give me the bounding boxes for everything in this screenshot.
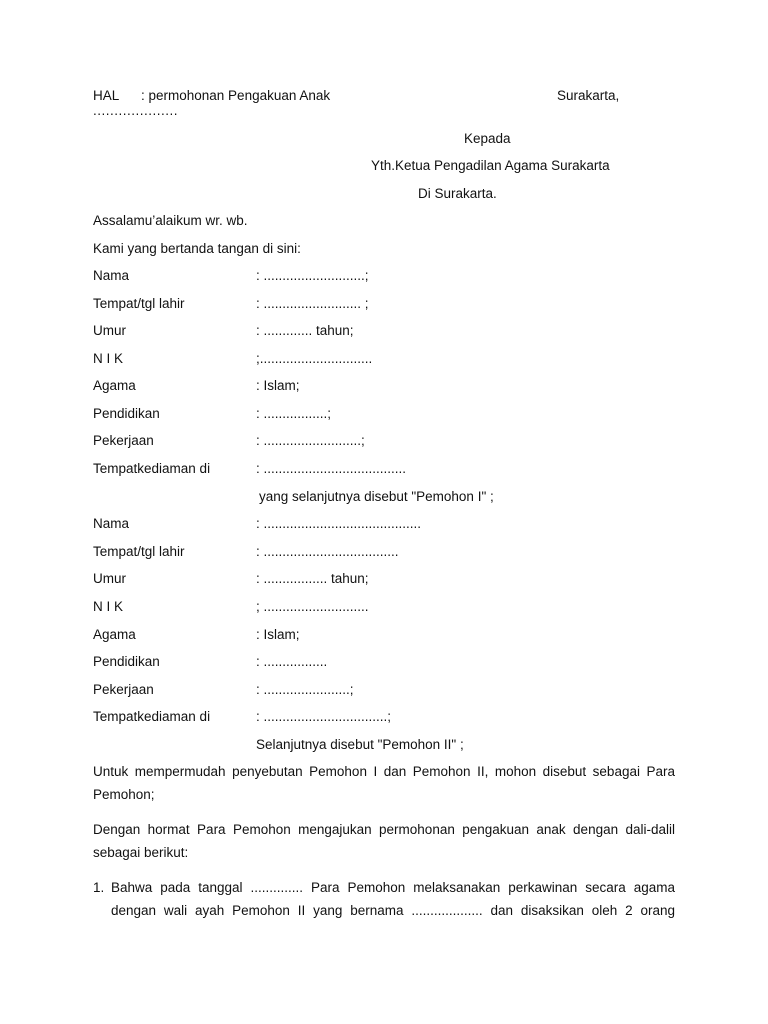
field-value: : Islam; [256,627,300,642]
field-value: : ..........................; [256,433,365,448]
field-value: : .................................; [256,709,392,724]
field-value: ;.............................. [256,351,373,366]
list-text: Bahwa pada tanggal .............. Para Pemohon melaksanakan perkawinan secara agama dengan wali ayah Pemohon II yang bernama ................... dan disaksikan oleh 2 orang [111,880,675,918]
field-label: Pendidikan [93,654,160,669]
date-dots: .................... [93,103,179,118]
paragraph-para-pemohon: Untuk mempermudah penyebutan Pemohon I dan Pemohon II, mohon disebut sebagai Para Pemohon; [93,764,675,802]
field-label: Tempatkediaman di [93,709,211,724]
hal-label: HAL [93,88,120,103]
field-value: : ...................................... [256,461,407,476]
field-label: Umur [93,571,126,586]
field-label: Agama [93,378,136,393]
field-label: N I K [93,351,124,366]
field-label: Tempat/tgl lahir [93,296,185,311]
field-value: : ................. [256,654,328,669]
list-number: 1. [93,880,105,895]
field-label: Umur [93,323,126,338]
field-label: Pendidikan [93,406,160,421]
field-value: : .......................................... [256,516,422,531]
field-value: : .................; [256,406,332,421]
field-value: : .................................... [256,544,399,559]
field-value: : .......................... ; [256,296,369,311]
field-value: ; ............................ [256,599,369,614]
field-label: Agama [93,627,136,642]
addressee-location: Di Surakarta. [418,186,497,201]
field-label: N I K [93,599,124,614]
field-label: Nama [93,516,130,531]
field-value: : ............. tahun; [256,323,354,338]
greeting: Assalamu’alaikum wr. wb. [93,213,248,228]
pemohon-2-note: Selanjutnya disebut "Pemohon II" ; [256,737,464,752]
intro-text: Kami yang bertanda tangan di sini: [93,241,301,256]
field-value: : ................. tahun; [256,571,369,586]
city-date: Surakarta, [557,88,620,103]
field-value: : .......................; [256,682,354,697]
field-label: Pekerjaan [93,433,154,448]
pemohon-1-note: yang selanjutnya disebut "Pemohon I" ; [259,489,494,504]
kepada-text: Kepada [464,131,511,146]
hal-value: : permohonan Pengakuan Anak [141,88,331,103]
list-item [93,876,675,945]
field-value: : Islam; [256,378,300,393]
field-value: : ...........................; [256,268,369,283]
field-label: Tempatkediaman di [93,461,211,476]
field-label: Pekerjaan [93,682,154,697]
paragraph-dalil-intro: Dengan hormat Para Pemohon mengajukan permohonan pengakuan anak dengan dali-dalil sebagai berikut: [93,822,675,860]
addressee-yth: Yth.Ketua Pengadilan Agama Surakarta [371,158,610,173]
field-label: Nama [93,268,130,283]
field-label: Tempat/tgl lahir [93,544,185,559]
